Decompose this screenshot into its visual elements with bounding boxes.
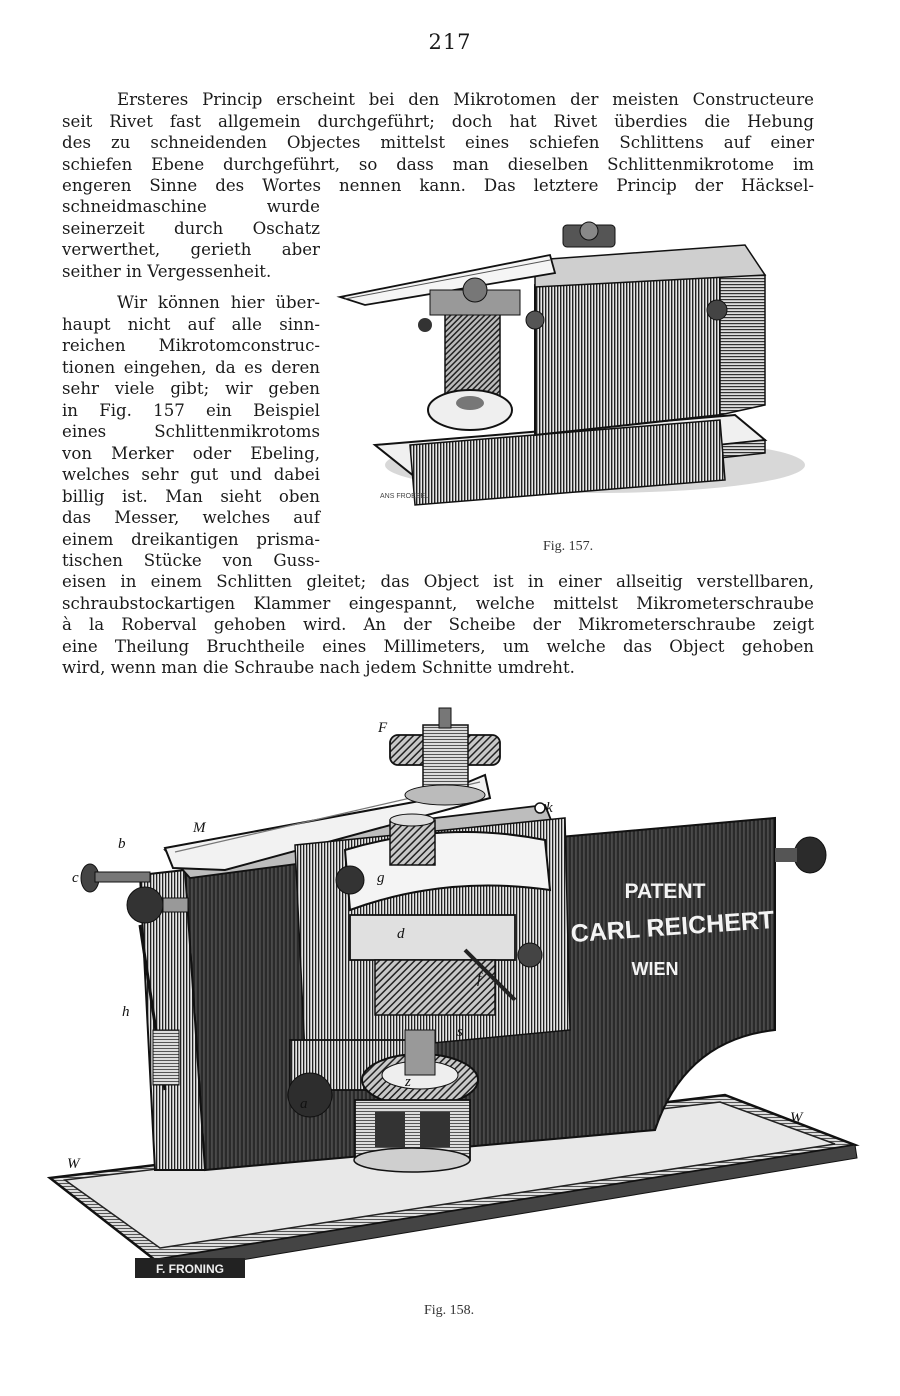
microtome-engraving-reichert: [45, 700, 860, 1285]
label-M: M: [193, 820, 206, 836]
text-line: à la Roberval gehoben wird. An der Scheibe der Mikrometerschraube zeigt: [62, 615, 814, 634]
text-line: verwerthet, gerieth aber: [62, 240, 320, 259]
label-c: c: [72, 870, 79, 886]
label-h: h: [122, 1004, 130, 1020]
brand-line-3: WIEN: [631, 959, 679, 979]
text-line: schiefen Ebene durchgeführt, so dass man dieselben Schlittenmikrotome im: [62, 154, 814, 174]
paragraph-2-narrow: [62, 292, 320, 572]
text-line: eines Schlittenmikrotoms: [62, 422, 320, 441]
text-line: eisen in einem Schlitten gleitet; das Object ist in einer allseitig verstellbaren,: [62, 572, 814, 591]
text-line: wird, wenn man die Schraube nach jedem Schnitte umdreht.: [62, 658, 575, 677]
engraver-signature: ANS FROEBEL: [380, 493, 430, 500]
label-a: a: [300, 1096, 308, 1112]
label-b: b: [118, 836, 126, 852]
text-line: sehr viele gibt; wir geben: [62, 379, 320, 398]
brand-line-2: CARL REICHERT: [569, 905, 776, 949]
text-line: seither in Vergessenheit.: [62, 261, 272, 281]
text-line: des zu schneidenden Objectes mittelst eines schiefen Schlittens auf einer: [62, 133, 814, 152]
text-line: tischen Stücke von Guss-: [62, 551, 320, 570]
text-line: einem dreikantigen prisma-: [62, 529, 320, 549]
label-g: g: [377, 870, 385, 886]
paragraph-1-narrow: [62, 196, 320, 282]
label-W-right: W: [790, 1110, 803, 1126]
figure-157-caption: Fig. 157.: [543, 539, 594, 554]
text-line: Wir können hier über-: [117, 293, 320, 312]
label-s: s: [457, 1024, 463, 1040]
text-line: seinerzeit durch Oschatz: [62, 218, 320, 238]
text-line: engeren Sinne des Wortes nennen kann. Das letztere Princip der Häcksel-: [62, 176, 814, 195]
text-line: welches sehr gut und dabei: [62, 465, 320, 484]
label-d: d: [397, 926, 405, 942]
text-line: haupt nicht auf alle sinn-: [62, 314, 320, 334]
text-line: in Fig. 157 ein Beispiel: [62, 400, 320, 420]
microtome-engraving-small: [335, 215, 805, 515]
text-line: das Messer, welches auf: [62, 508, 320, 527]
label-F: F: [378, 720, 388, 736]
text-line: schraubstockartigen Klammer eingespannt, welche mittelst Mikrometerschraube: [62, 593, 814, 613]
text-line: von Merker oder Ebeling,: [62, 443, 320, 463]
text-line: Ersteres Princip erscheint bei den Mikrotomen der meisten Constructeure: [117, 90, 814, 109]
text-line: reichen Mikrotomconstruc-: [62, 336, 320, 355]
text-line: schneidmaschine wurde: [62, 197, 320, 216]
label-W-left: W: [67, 1156, 80, 1172]
paragraph-2-wide: [62, 571, 814, 679]
label-z: z: [405, 1074, 411, 1090]
paragraph-1: [62, 89, 814, 197]
text-line: eine Theilung Bruchtheile eines Millimeters, um welche das Object gehoben: [62, 636, 814, 656]
figure-157: [335, 215, 805, 515]
text-line: tionen eingehen, da es deren: [62, 357, 320, 377]
text-line: billig ist. Man sieht oben: [62, 486, 320, 506]
page-number: 217: [428, 30, 472, 54]
brand-line-1: PATENT: [624, 880, 706, 903]
figure-158-caption: Fig. 158.: [424, 1303, 475, 1318]
label-k: k: [546, 800, 553, 816]
label-f: f: [477, 971, 482, 987]
figure-158: [45, 700, 860, 1285]
text-line: seit Rivet fast allgemein durchgeführt; doch hat Rivet überdies die Hebung: [62, 111, 814, 131]
engraver-plate: F. FRONING: [156, 1262, 224, 1276]
